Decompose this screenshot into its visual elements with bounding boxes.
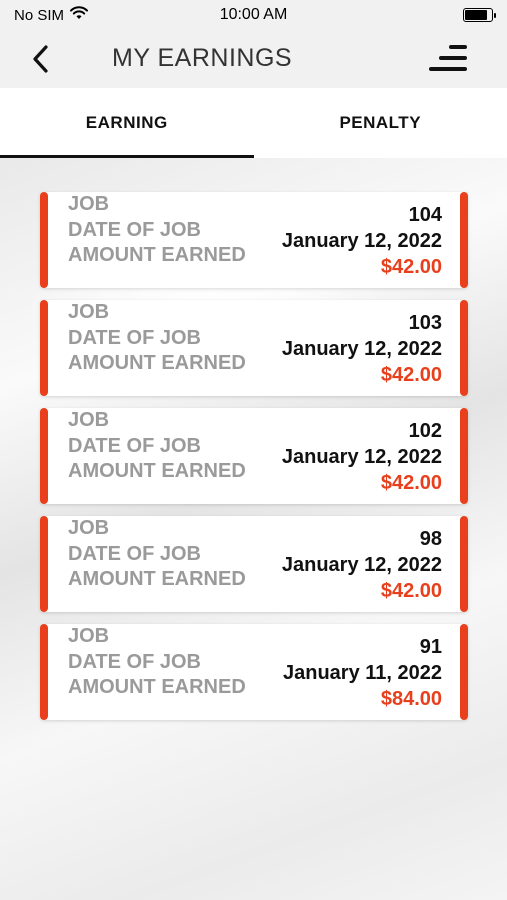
amount-label: AMOUNT EARNED	[68, 568, 246, 590]
earning-card[interactable]	[40, 300, 468, 396]
amount-label: AMOUNT EARNED	[68, 676, 246, 698]
job-date: January 12, 2022	[281, 338, 442, 360]
chevron-left-icon	[30, 44, 52, 74]
amount-earned: $42.00	[380, 256, 442, 278]
card-values	[282, 418, 442, 496]
job-date: January 12, 2022	[281, 554, 442, 576]
menu-icon	[427, 43, 471, 75]
status-bar	[0, 0, 507, 30]
date-label: DATE OF JOB	[68, 218, 201, 241]
amount-earned: $42.00	[380, 364, 442, 386]
amount-earned: $84.00	[380, 688, 442, 710]
card-accent	[40, 408, 48, 504]
job-label: JOB	[68, 193, 110, 215]
card-values	[282, 310, 442, 388]
nav-bar	[0, 30, 507, 88]
job-date: January 12, 2022	[281, 446, 442, 468]
card-accent	[40, 192, 48, 288]
job-number: 103	[408, 312, 442, 334]
status-left	[14, 6, 88, 24]
card-accent	[40, 300, 48, 396]
job-number: 102	[408, 420, 442, 442]
card-accent	[460, 624, 468, 720]
date-label: DATE OF JOB	[68, 650, 201, 673]
card-accent	[40, 624, 48, 720]
status-time: 10:00 AM	[219, 6, 288, 23]
card-accent	[460, 300, 468, 396]
card-values	[283, 634, 442, 712]
date-label: DATE OF JOB	[68, 434, 201, 457]
earning-card[interactable]	[40, 516, 468, 612]
carrier-label: No SIM	[14, 6, 65, 24]
card-labels	[68, 192, 248, 269]
wifi-icon	[70, 6, 88, 24]
back-button[interactable]	[24, 42, 58, 76]
amount-earned: $42.00	[380, 472, 442, 494]
earning-card[interactable]	[40, 624, 468, 720]
job-label: JOB	[68, 409, 110, 431]
battery-fill	[465, 10, 487, 20]
amount-label: AMOUNT EARNED	[68, 244, 246, 266]
job-date: January 11, 2022	[282, 662, 442, 684]
job-label: JOB	[68, 301, 110, 323]
card-accent	[40, 516, 48, 612]
battery-icon	[463, 8, 493, 22]
job-number: 91	[419, 636, 442, 658]
menu-button[interactable]	[427, 43, 471, 75]
date-label: DATE OF JOB	[68, 326, 201, 349]
amount-label: AMOUNT EARNED	[68, 352, 246, 374]
card-labels	[68, 516, 248, 593]
tab-bar	[0, 88, 507, 158]
card-labels	[68, 624, 248, 701]
amount-label: AMOUNT EARNED	[68, 460, 246, 482]
card-labels	[68, 408, 248, 485]
tab-earning[interactable]: EARNING	[0, 88, 254, 158]
job-label: JOB	[68, 517, 110, 539]
card-accent	[460, 516, 468, 612]
card-accent	[460, 192, 468, 288]
page-title: MY EARNINGS	[112, 44, 293, 72]
job-number: 98	[419, 528, 442, 550]
amount-earned: $42.00	[380, 580, 442, 602]
job-date: January 12, 2022	[281, 230, 442, 252]
job-number: 104	[408, 204, 442, 226]
earnings-list	[0, 158, 507, 900]
card-values	[282, 526, 442, 604]
earning-card[interactable]	[40, 192, 468, 288]
job-label: JOB	[68, 625, 110, 647]
card-labels	[68, 300, 248, 377]
card-values	[282, 202, 442, 280]
earning-card[interactable]	[40, 408, 468, 504]
date-label: DATE OF JOB	[68, 542, 201, 565]
tab-penalty[interactable]: PENALTY	[339, 113, 422, 132]
card-accent	[460, 408, 468, 504]
